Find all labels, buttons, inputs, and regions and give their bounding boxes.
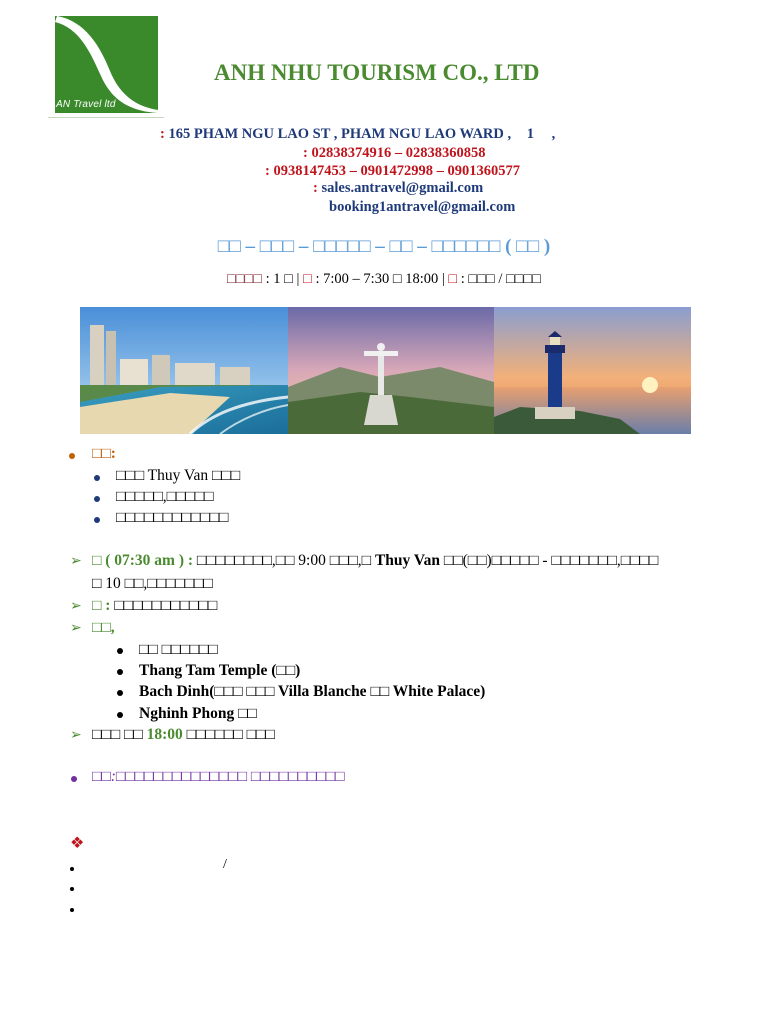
arrow-bullet-icon: ➢ — [70, 599, 82, 614]
christ-statue-photo — [288, 307, 494, 434]
highlights-heading: □□: — [92, 445, 116, 462]
tour-banner-photos — [80, 307, 691, 434]
logo-caption: AN Travel ltd — [56, 99, 116, 110]
step4-text-a: □□□ □□ — [92, 726, 143, 743]
list-bullet — [117, 712, 123, 718]
company-name: ANH NHU TOURISM CO., LTD — [214, 60, 540, 85]
itinerary-step-2 — [92, 597, 217, 615]
meta-time-value: : 7:00 – 7:30 □ 18:00 | — [315, 271, 445, 287]
list-bullet — [70, 867, 74, 871]
mobile-line: : 0938147453 – 0901472998 – 0901360577 — [265, 163, 520, 179]
diamond-bullet-icon: ❖ — [70, 835, 85, 852]
step3-label: □□, — [92, 619, 115, 636]
step4-text-b: □□□□□□ □□□ — [186, 726, 275, 743]
meta-transport-value: : □□□ / □□□□ — [460, 271, 542, 287]
sight-item: Thang Tam Temple (□□) — [139, 662, 301, 679]
beach-city-photo — [80, 307, 288, 434]
highlight-item: □□□□□□□□□□□□ — [116, 509, 229, 526]
step1-text-a: □□□□□□□□,□□ 9:00 □□□,□ — [196, 552, 372, 569]
email-2[interactable]: booking1antravel@gmail.com — [329, 199, 516, 215]
step2-text: □□□□□□□□□□□ — [114, 597, 218, 614]
phone-line: : 02838374916 – 02838360858 — [303, 145, 486, 161]
meta-time-label: □ — [303, 271, 312, 287]
list-bullet — [70, 908, 74, 912]
note-text: □□:□□□□□□□□□□□□□□ □□□□□□□□□□ — [92, 768, 345, 785]
list-bullet — [117, 648, 123, 654]
step2-label: □ : — [92, 597, 111, 614]
address-label: : — [160, 126, 165, 142]
meta-duration-value: : 1 □ | — [265, 271, 300, 287]
step1-text-c: □□(□□)□□□□□ - □□□□□□□,□□□□ — [443, 552, 659, 569]
note-bullet — [71, 776, 77, 782]
step1-text-d: □ 10 □□,□□□□□□□ — [92, 575, 213, 592]
arrow-bullet-icon: ➢ — [70, 554, 82, 569]
arrow-bullet-icon: ➢ — [70, 621, 82, 636]
step1-text-b: Thuy Van — [374, 552, 441, 569]
list-bullet — [94, 517, 100, 523]
highlight-item: □□□□□,□□□□□ — [116, 488, 214, 505]
address-district: 1 — [526, 126, 534, 142]
sight-item: Nghinh Phong □□ — [139, 705, 257, 722]
list-bullet — [117, 690, 123, 696]
sight-item: □□ □□□□□□ — [139, 641, 218, 658]
logo-underline — [48, 117, 164, 118]
tour-meta — [0, 271, 768, 288]
lighthouse-photo — [494, 307, 691, 434]
tour-title: □□ – □□□ – □□□□□ – □□ – □□□□□□ ( □□ ) — [217, 236, 551, 257]
step1-label: □ ( 07:30 am ) : — [92, 552, 194, 569]
list-bullet — [117, 669, 123, 675]
step4-time: 18:00 — [146, 726, 183, 743]
email-1[interactable]: sales.antravel@gmail.com — [321, 180, 484, 196]
email-label: : — [313, 180, 318, 196]
meta-duration-label: □□□□ — [226, 271, 263, 287]
highlights-bullet — [69, 453, 75, 459]
list-bullet — [94, 475, 100, 481]
list-bullet — [70, 887, 74, 891]
arrow-bullet-icon: ➢ — [70, 728, 82, 743]
meta-transport-label: □ — [448, 271, 458, 287]
footer-line-1-slash: / — [223, 857, 227, 872]
email-line-1 — [313, 180, 483, 197]
highlight-item: □□□ Thuy Van □□□ — [116, 467, 241, 484]
address-tail: , — [551, 126, 556, 142]
itinerary-step-1 — [92, 552, 658, 570]
itinerary-step-4 — [92, 726, 275, 744]
sight-item: Bach Dinh(□□□ □□□ Villa Blanche □□ White Palace) — [139, 683, 486, 700]
address-line — [160, 126, 555, 143]
list-bullet — [94, 496, 100, 502]
address-text: 165 PHAM NGU LAO ST , PHAM NGU LAO WARD , — [168, 126, 512, 142]
